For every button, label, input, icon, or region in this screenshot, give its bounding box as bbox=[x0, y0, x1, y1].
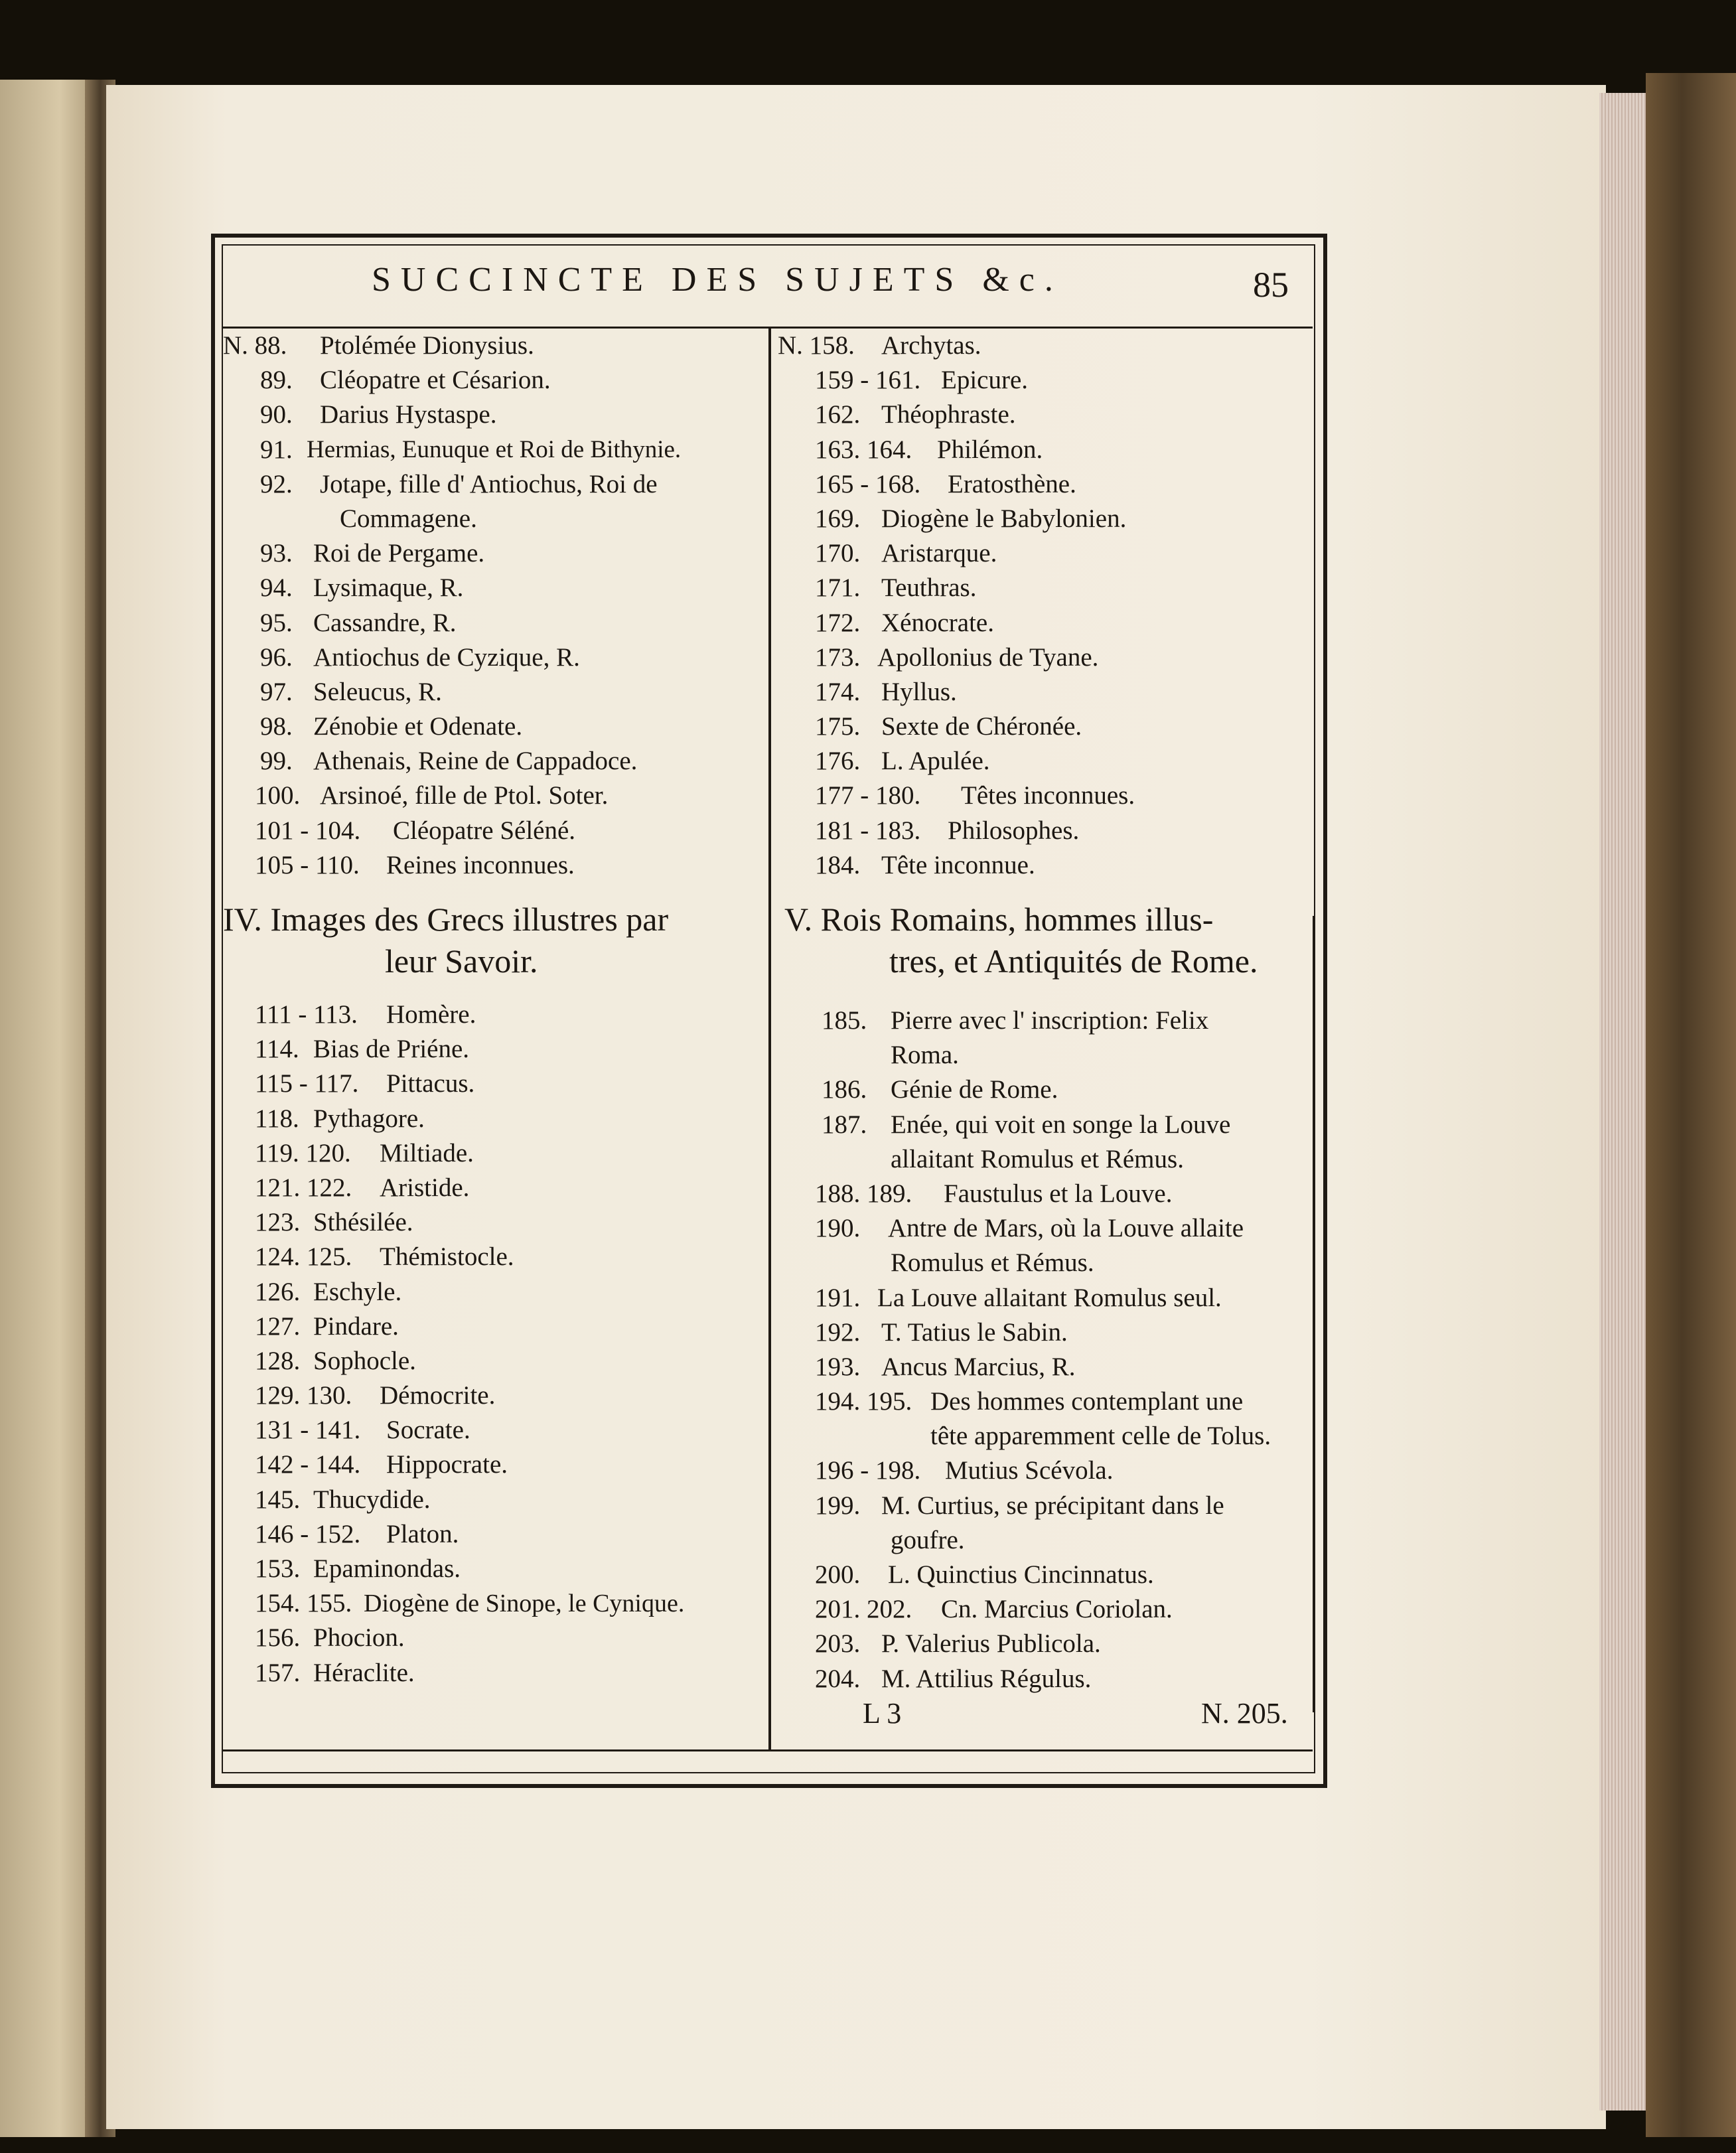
list-item: 187. Enée, qui voit en songe la Louve bbox=[822, 1110, 1231, 1139]
right-margin-rule bbox=[1313, 916, 1315, 1712]
list-item: 91. Hermias, Eunuque et Roi de Bithynie. bbox=[260, 435, 682, 464]
list-item-continuation: tête apparemment celle de Tolus. bbox=[930, 1422, 1271, 1451]
list-item: 111 - 113. Homère. bbox=[255, 1000, 476, 1029]
list-item: 185. Pierre avec l' inscription: Felix bbox=[822, 1006, 1209, 1035]
list-item: 146 - 152. Platon. bbox=[255, 1519, 459, 1548]
list-item: 123. Sthésilée. bbox=[255, 1208, 413, 1237]
list-item: 131 - 141. Socrate. bbox=[255, 1416, 470, 1445]
list-item-continuation: Romulus et Rémus. bbox=[891, 1248, 1094, 1278]
list-item: N. 88. Ptolémée Dionysius. bbox=[223, 331, 534, 360]
section-heading-iv: IV. Images des Grecs illustres par bbox=[223, 901, 669, 938]
list-item: 200. L. Quinctius Cincinnatus. bbox=[815, 1560, 1154, 1589]
section-heading-v-continued: tres, et Antiquités de Rome. bbox=[889, 942, 1258, 980]
list-item: 175. Sexte de Chéronée. bbox=[815, 712, 1082, 741]
list-item: 126. Eschyle. bbox=[255, 1277, 402, 1306]
list-item: 153. Epaminondas. bbox=[255, 1554, 461, 1583]
list-item: 124. 125. Thémistocle. bbox=[255, 1242, 514, 1272]
list-item: 177 - 180. Têtes inconnues. bbox=[815, 781, 1135, 810]
list-item: 118. Pythagore. bbox=[255, 1104, 425, 1133]
list-item: 96. Antiochus de Cyzique, R. bbox=[260, 642, 580, 672]
list-item: 94. Lysimaque, R. bbox=[260, 573, 464, 603]
list-item: 181 - 183. Philosophes. bbox=[815, 816, 1080, 845]
list-item: 142 - 144. Hippocrate. bbox=[255, 1450, 508, 1479]
list-item: 157. Héraclite. bbox=[255, 1658, 415, 1687]
list-item: 172. Xénocrate. bbox=[815, 608, 994, 637]
list-item: 92. Jotape, fille d' Antiochus, Roi de bbox=[260, 469, 658, 498]
section-heading-iv-continued: leur Savoir. bbox=[385, 942, 538, 980]
list-item: 171. Teuthras. bbox=[815, 573, 977, 603]
right-column-top-list bbox=[778, 329, 1313, 883]
list-item: N. 158. Archytas. bbox=[778, 331, 981, 360]
right-column-bottom-list bbox=[778, 1003, 1313, 1696]
page-number: 85 bbox=[1253, 265, 1289, 305]
list-item: 203. P. Valerius Publicola. bbox=[815, 1629, 1101, 1659]
list-item: 128. Sophocle. bbox=[255, 1346, 416, 1375]
list-item: 188. 189. Faustulus et la Louve. bbox=[815, 1179, 1173, 1208]
left-column-bottom-list bbox=[223, 998, 754, 1690]
list-item: 89. Cléopatre et Césarion. bbox=[260, 366, 551, 395]
list-item: 184. Tête inconnue. bbox=[815, 850, 1035, 879]
list-item: 154. 155. Diogène de Sinope, le Cynique. bbox=[255, 1589, 685, 1618]
book-cover-edge bbox=[1646, 73, 1736, 2137]
list-item: 100. Arsinoé, fille de Ptol. Soter. bbox=[255, 781, 609, 810]
list-item-continuation: Roma. bbox=[891, 1041, 959, 1070]
list-item: 129. 130. Démocrite. bbox=[255, 1381, 496, 1410]
list-item: 169. Diogène le Babylonien. bbox=[815, 504, 1127, 533]
list-item: 165 - 168. Eratosthène. bbox=[815, 469, 1076, 498]
section-heading-v: V. Rois Romains, hommes illus- bbox=[784, 901, 1214, 938]
list-item-continuation: goufre. bbox=[891, 1525, 965, 1554]
list-item: 186. Génie de Rome. bbox=[822, 1075, 1058, 1104]
list-item: 201. 202. Cn. Marcius Coriolan. bbox=[815, 1595, 1173, 1624]
list-item-continuation: Commagene. bbox=[340, 504, 477, 533]
page-edges bbox=[1599, 93, 1652, 2111]
signature-mark: L 3 bbox=[863, 1697, 902, 1730]
left-column-top-list bbox=[223, 329, 754, 883]
list-item: 162. Théophraste. bbox=[815, 400, 1016, 429]
running-title: SUCCINCTE DES SUJETS &c. bbox=[372, 261, 1063, 299]
list-item: 127. Pindare. bbox=[255, 1311, 399, 1341]
list-item: 199. M. Curtius, se précipitant dans le bbox=[815, 1491, 1224, 1520]
list-item: 170. Aristarque. bbox=[815, 539, 997, 568]
list-item: 194. 195. Des hommes contemplant une bbox=[815, 1387, 1244, 1416]
list-item-continuation: allaitant Romulus et Rémus. bbox=[891, 1144, 1184, 1173]
list-item: 159 - 161. Epicure. bbox=[815, 366, 1029, 395]
list-item: 101 - 104. Cléopatre Séléné. bbox=[255, 816, 576, 845]
list-item: 173. Apollonius de Tyane. bbox=[815, 642, 1099, 672]
list-item: 196 - 198. Mutius Scévola. bbox=[815, 1456, 1114, 1485]
list-item: 114. Bias de Priéne. bbox=[255, 1035, 470, 1064]
list-item: 119. 120. Miltiade. bbox=[255, 1138, 474, 1167]
list-item: 99. Athenais, Reine de Cappadoce. bbox=[260, 747, 638, 776]
list-item: 176. L. Apulée. bbox=[815, 747, 990, 776]
list-item: 115 - 117. Pittacus. bbox=[255, 1069, 475, 1098]
list-item: 90. Darius Hystaspe. bbox=[260, 400, 497, 429]
list-item: 145. Thucydide. bbox=[255, 1485, 431, 1514]
list-item: 192. T. Tatius le Sabin. bbox=[815, 1317, 1068, 1347]
list-item: 97. Seleucus, R. bbox=[260, 677, 442, 706]
list-item: 121. 122. Aristide. bbox=[255, 1173, 470, 1202]
list-item: 190. Antre de Mars, où la Louve allaite bbox=[815, 1214, 1244, 1243]
list-item: 191. La Louve allaitant Romulus seul. bbox=[815, 1283, 1222, 1312]
list-item: 174. Hyllus. bbox=[815, 677, 957, 706]
list-item: 193. Ancus Marcius, R. bbox=[815, 1352, 1076, 1381]
list-item: 93. Roi de Pergame. bbox=[260, 539, 485, 568]
bottom-rule bbox=[222, 1749, 1313, 1751]
list-item: 98. Zénobie et Odenate. bbox=[260, 712, 523, 741]
column-divider bbox=[768, 327, 771, 1749]
list-item: 95. Cassandre, R. bbox=[260, 608, 457, 637]
list-item: 156. Phocion. bbox=[255, 1623, 405, 1653]
list-item: 163. 164. Philémon. bbox=[815, 435, 1043, 464]
list-item: 105 - 110. Reines inconnues. bbox=[255, 850, 575, 879]
list-item: 204. M. Attilius Régulus. bbox=[815, 1664, 1092, 1693]
catchword: N. 205. bbox=[1201, 1697, 1288, 1730]
